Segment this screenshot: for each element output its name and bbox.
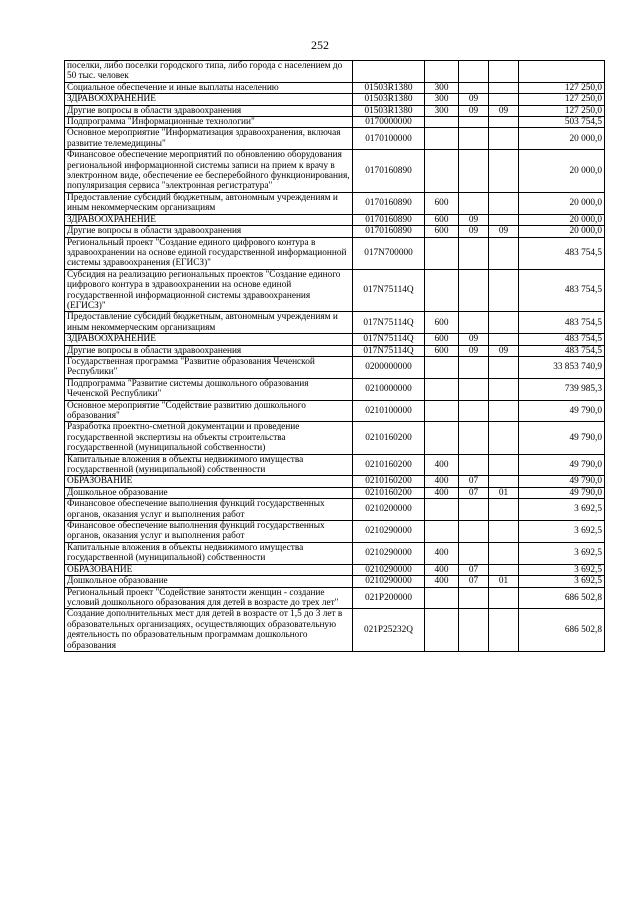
row-target-code-cell: 0170160890 [353,214,425,225]
row-expense-type-cell: 400 [425,564,459,575]
row-name-cell: Другие вопросы в области здравоохранения [65,105,353,116]
row-amount-cell: 20 000,0 [519,226,605,237]
row-amount-cell: 3 692,5 [519,564,605,575]
row-name-cell: Капитальные вложения в объекты недвижимого имущества государственной (муниципальной) собственности [65,454,353,476]
row-target-code-cell: 0210160200 [353,454,425,476]
row-amount-cell: 20 000,0 [519,150,605,193]
row-expense-type-cell: 400 [425,487,459,498]
row-subsection-cell [489,334,519,345]
row-section-cell [459,128,489,150]
row-name-cell: ОБРАЗОВАНИЕ [65,564,353,575]
row-name-cell: ЗДРАВООХРАНЕНИЕ [65,334,353,345]
row-amount-cell: 20 000,0 [519,214,605,225]
row-expense-type-cell: 600 [425,192,459,214]
row-name-cell: Капитальные вложения в объекты недвижимого имущества государственной (муниципальной) собственности [65,542,353,564]
row-amount-cell: 483 754,5 [519,237,605,269]
row-section-cell: 09 [459,334,489,345]
table-row [65,378,605,400]
row-target-code-cell: 0170160890 [353,150,425,193]
row-amount-cell: 49 790,0 [519,476,605,487]
row-expense-type-cell: 400 [425,476,459,487]
row-subsection-cell [489,521,519,543]
table-row [65,476,605,487]
table-row [65,356,605,378]
row-expense-type-cell [425,521,459,543]
row-subsection-cell [489,499,519,521]
table-row [65,400,605,422]
row-name-cell: Подпрограмма "Информационные технологии" [65,117,353,128]
table-row [65,117,605,128]
row-subsection-cell [489,422,519,454]
row-name-cell: Дошкольное образование [65,487,353,498]
table-row [65,576,605,587]
row-section-cell [459,454,489,476]
row-target-code-cell: 021P200000 [353,587,425,609]
row-subsection-cell [489,564,519,575]
row-name-cell: Финансовое обеспечение мероприятий по обновлению оборудования региональной информационной системы записи на прием к врачу в электронном виде, обеспечение ее бесперебойного функционирования, популяризация сервиса "электронная регистратура" [65,150,353,193]
row-subsection-cell [489,269,519,312]
row-amount-cell: 49 790,0 [519,422,605,454]
row-amount-cell: 686 502,8 [519,609,605,652]
row-expense-type-cell [425,61,459,83]
row-expense-type-cell [425,237,459,269]
row-subsection-cell [489,94,519,105]
row-expense-type-cell [425,117,459,128]
row-name-cell: Предоставление субсидий бюджетным, автономным учреждениям и иным некоммерческим организациям [65,192,353,214]
row-name-cell: Финансовое обеспечение выполнения функций государственных органов, оказания услуг и выполнения работ [65,499,353,521]
row-name-cell: Социальное обеспечение и иные выплаты населению [65,82,353,93]
row-amount-cell: 686 502,8 [519,587,605,609]
row-subsection-cell [489,117,519,128]
row-subsection-cell [489,312,519,334]
table-row [65,521,605,543]
row-expense-type-cell [425,400,459,422]
row-subsection-cell [489,587,519,609]
row-expense-type-cell: 300 [425,82,459,93]
row-expense-type-cell [425,499,459,521]
row-name-cell: Основное мероприятие "Содействие развитию дошкольного образования" [65,400,353,422]
row-subsection-cell [489,542,519,564]
row-section-cell [459,82,489,93]
row-target-code-cell: 0210200000 [353,499,425,521]
row-expense-type-cell: 600 [425,345,459,356]
table-row [65,128,605,150]
row-amount-cell: 20 000,0 [519,128,605,150]
row-name-cell: Дошкольное образование [65,576,353,587]
row-target-code-cell: 017N75114Q [353,269,425,312]
row-subsection-cell [489,609,519,652]
row-section-cell: 07 [459,487,489,498]
row-amount-cell: 3 692,5 [519,521,605,543]
row-target-code-cell: 0200000000 [353,356,425,378]
row-target-code-cell: 017N75114Q [353,345,425,356]
row-section-cell [459,400,489,422]
row-section-cell [459,587,489,609]
row-subsection-cell [489,128,519,150]
row-amount-cell: 503 754,5 [519,117,605,128]
row-name-cell: Подпрограмма "Развитие системы дошкольного образования Чеченской Республики" [65,378,353,400]
row-section-cell [459,269,489,312]
row-section-cell: 09 [459,214,489,225]
row-section-cell [459,422,489,454]
row-subsection-cell [489,454,519,476]
row-expense-type-cell [425,609,459,652]
row-name-cell: Создание дополнительных мест для детей в возрасте от 1,5 до 3 лет в образовательных организациях, осуществляющих образовательную деятельность по образовательным программам дошкольного образования [65,609,353,652]
row-name-cell: Государственная программа "Развитие образования Чеченской Республики" [65,356,353,378]
row-amount-cell: 49 790,0 [519,487,605,498]
row-section-cell [459,61,489,83]
row-amount-cell: 49 790,0 [519,454,605,476]
row-section-cell: 07 [459,576,489,587]
row-expense-type-cell [425,422,459,454]
row-subsection-cell: 01 [489,576,519,587]
row-subsection-cell [489,378,519,400]
row-subsection-cell [489,237,519,269]
row-subsection-cell: 01 [489,487,519,498]
table-row [65,269,605,312]
row-subsection-cell [489,356,519,378]
row-section-cell: 09 [459,345,489,356]
row-expense-type-cell: 300 [425,94,459,105]
row-name-cell: ЗДРАВООХРАНЕНИЕ [65,94,353,105]
row-amount-cell: 127 250,0 [519,94,605,105]
table-row [65,61,605,83]
row-expense-type-cell: 400 [425,542,459,564]
row-subsection-cell: 09 [489,105,519,116]
row-amount-cell: 49 790,0 [519,400,605,422]
row-amount-cell: 483 754,5 [519,269,605,312]
table-row [65,312,605,334]
row-expense-type-cell: 600 [425,312,459,334]
row-expense-type-cell [425,150,459,193]
row-subsection-cell [489,214,519,225]
row-section-cell: 09 [459,105,489,116]
row-expense-type-cell [425,269,459,312]
row-name-cell: Финансовое обеспечение выполнения функций государственных органов, оказания услуг и выполнения работ [65,521,353,543]
row-subsection-cell [489,82,519,93]
row-amount-cell: 483 754,5 [519,345,605,356]
table-row [65,422,605,454]
row-name-cell: ОБРАЗОВАНИЕ [65,476,353,487]
table-row [65,587,605,609]
row-target-code-cell: 0210160200 [353,476,425,487]
row-amount-cell: 483 754,5 [519,312,605,334]
row-target-code-cell: 0210000000 [353,378,425,400]
row-subsection-cell [489,150,519,193]
row-section-cell [459,521,489,543]
row-target-code-cell: 0170160890 [353,226,425,237]
row-name-cell: Другие вопросы в области здравоохранения [65,226,353,237]
row-expense-type-cell [425,378,459,400]
row-name-cell: Субсидия на реализацию региональных проектов "Создание единого цифрового контура в здравоохранении на основе единой государственной информационной системы здравоохранения (ЕГИСЗ)" [65,269,353,312]
row-target-code-cell: 0210290000 [353,521,425,543]
row-target-code-cell: 017N75114Q [353,312,425,334]
row-amount-cell: 739 985,3 [519,378,605,400]
row-amount-cell: 483 754,5 [519,334,605,345]
table-row [65,237,605,269]
row-section-cell [459,378,489,400]
table-row [65,105,605,116]
row-expense-type-cell: 300 [425,105,459,116]
row-target-code-cell: 01503R1380 [353,82,425,93]
table-row [65,487,605,498]
row-expense-type-cell [425,356,459,378]
row-section-cell [459,542,489,564]
row-name-cell: Предоставление субсидий бюджетным, автономным учреждениям и иным некоммерческим организациям [65,312,353,334]
row-target-code-cell: 0210160200 [353,422,425,454]
row-name-cell: Другие вопросы в области здравоохранения [65,345,353,356]
table-row [65,94,605,105]
row-section-cell [459,117,489,128]
row-expense-type-cell [425,128,459,150]
row-target-code-cell: 0170100000 [353,128,425,150]
table-row [65,542,605,564]
row-target-code-cell: 0210160200 [353,487,425,498]
row-subsection-cell [489,400,519,422]
row-target-code-cell: 01503R1380 [353,105,425,116]
row-subsection-cell [489,476,519,487]
row-target-code-cell: 021P25232Q [353,609,425,652]
row-expense-type-cell: 600 [425,226,459,237]
row-amount-cell: 3 692,5 [519,499,605,521]
row-expense-type-cell [425,587,459,609]
row-section-cell [459,499,489,521]
row-section-cell [459,150,489,193]
row-name-cell: поселки, либо поселки городского типа, либо города с населением до 50 тыс. человек [65,61,353,83]
table-row [65,192,605,214]
row-amount-cell: 3 692,5 [519,576,605,587]
row-expense-type-cell: 600 [425,334,459,345]
table-row [65,82,605,93]
row-amount-cell: 3 692,5 [519,542,605,564]
row-name-cell: Разработка проектно-сметной документации и проведение государственной экспертизы на объекты строительства государственной (муниципальной собственности) [65,422,353,454]
row-expense-type-cell: 600 [425,214,459,225]
row-target-code-cell: 0210290000 [353,542,425,564]
row-name-cell: Основное мероприятие "Информатизация здравоохранения, включая развитие телемедицины" [65,128,353,150]
row-subsection-cell: 09 [489,345,519,356]
row-section-cell [459,192,489,214]
row-target-code-cell: 0210100000 [353,400,425,422]
row-subsection-cell: 09 [489,226,519,237]
row-target-code-cell [353,61,425,83]
row-section-cell [459,237,489,269]
row-target-code-cell: 0170000000 [353,117,425,128]
row-section-cell: 07 [459,476,489,487]
table-row [65,499,605,521]
row-target-code-cell: 0170160890 [353,192,425,214]
row-subsection-cell [489,192,519,214]
table-row [65,214,605,225]
table-row [65,564,605,575]
row-expense-type-cell: 400 [425,576,459,587]
row-target-code-cell: 0210290000 [353,576,425,587]
table-row [65,345,605,356]
row-amount-cell: 127 250,0 [519,82,605,93]
row-name-cell: Региональный проект "Создание единого цифрового контура в здравоохранении на основе единой государственной информационной системы здравоохранения (ЕГИСЗ)" [65,237,353,269]
table-row [65,334,605,345]
row-name-cell: ЗДРАВООХРАНЕНИЕ [65,214,353,225]
table-row [65,609,605,652]
table-row [65,150,605,193]
row-amount-cell: 127 250,0 [519,105,605,116]
row-target-code-cell: 01503R1380 [353,94,425,105]
table-row [65,226,605,237]
row-amount-cell [519,61,605,83]
row-subsection-cell [489,61,519,83]
row-section-cell: 09 [459,94,489,105]
table-row [65,454,605,476]
row-target-code-cell: 017N75114Q [353,334,425,345]
budget-table [64,60,605,652]
row-amount-cell: 20 000,0 [519,192,605,214]
row-section-cell [459,609,489,652]
row-target-code-cell: 017N700000 [353,237,425,269]
row-section-cell: 09 [459,226,489,237]
row-section-cell [459,356,489,378]
row-amount-cell: 33 853 740,9 [519,356,605,378]
row-expense-type-cell: 400 [425,454,459,476]
budget-table-body [65,61,605,652]
row-name-cell: Региональный проект "Содействие занятости женщин - создание условий дошкольного образования для детей в возрасте до трех лет" [65,587,353,609]
row-target-code-cell: 0210290000 [353,564,425,575]
row-section-cell: 07 [459,564,489,575]
page-number: 252 [311,38,329,52]
row-section-cell [459,312,489,334]
